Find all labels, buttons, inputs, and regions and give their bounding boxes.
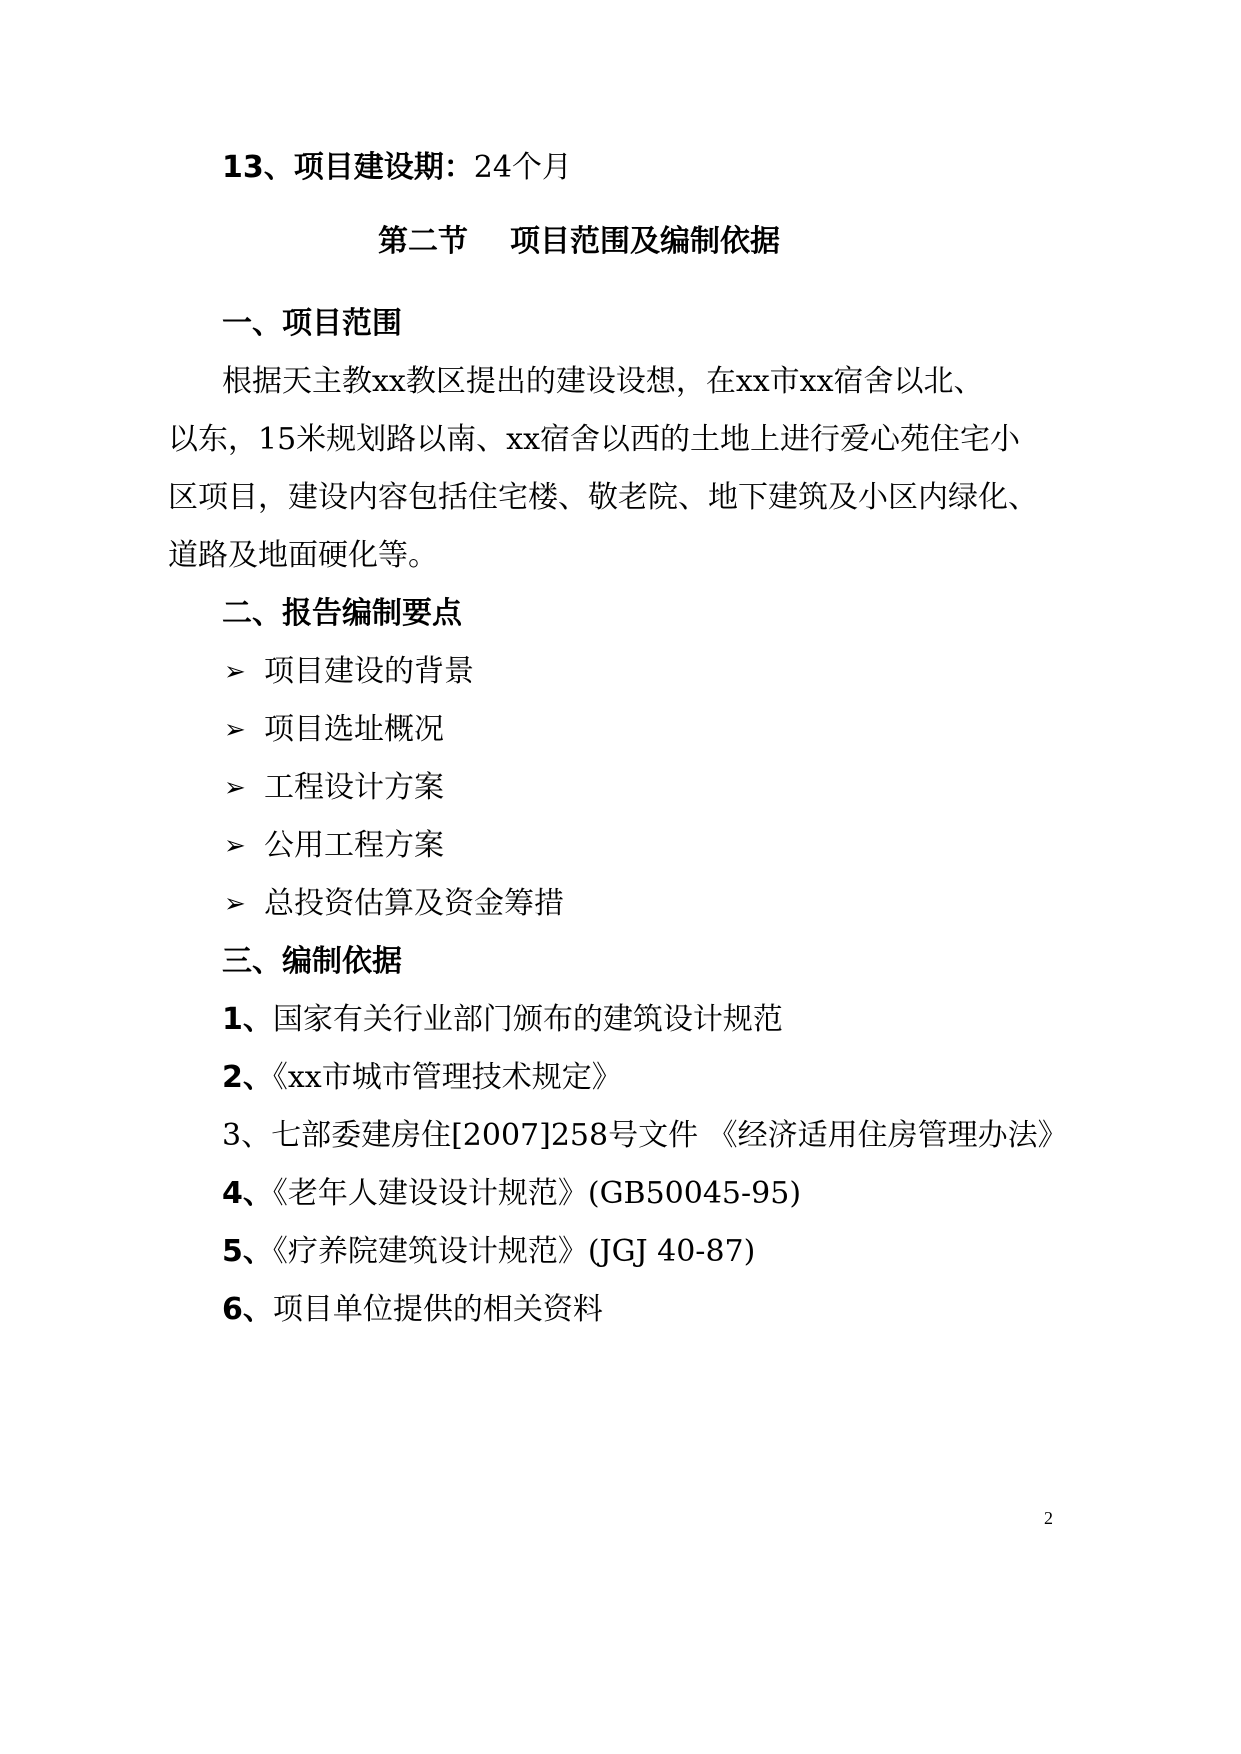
page-number: 2	[1044, 1508, 1053, 1528]
basis-item-text: 《疗养院建筑设计规范》(JGJ 40-87)	[272, 1234, 756, 1269]
construction-period-value: 24个月	[473, 150, 572, 185]
key-point-item: 总投资估算及资金筹措	[264, 886, 564, 921]
bullet-arrow-icon: ➢	[224, 715, 246, 745]
basis-item-number: 5、	[222, 1234, 273, 1269]
construction-period-label: 13、项目建设期：	[222, 150, 474, 185]
bullet-arrow-icon: ➢	[224, 657, 246, 687]
scope-paragraph-line-4: 道路及地面硬化等。	[168, 538, 438, 573]
basis-item-text: 《xx市城市管理技术规定》	[272, 1060, 622, 1095]
basis-item-number: 3、	[222, 1118, 272, 1153]
scope-heading: 一、项目范围	[222, 306, 402, 341]
basis-item-number: 6、	[222, 1292, 273, 1327]
bullet-arrow-icon: ➢	[224, 889, 246, 919]
basis-item	[222, 1174, 801, 1214]
key-point-item: 公用工程方案	[264, 828, 444, 863]
scope-paragraph-line-2: 以东，15米规划路以南、xx宿舍以西的土地上进行爱心苑住宅小	[168, 422, 1021, 457]
bullet-arrow-icon: ➢	[224, 831, 246, 861]
section-title	[378, 222, 780, 262]
basis-item	[222, 1232, 755, 1272]
basis-heading: 三、编制依据	[222, 944, 402, 979]
key-points-heading: 二、报告编制要点	[222, 596, 462, 631]
basis-item	[222, 1058, 622, 1098]
scope-paragraph-line-3: 区项目，建设内容包括住宅楼、敬老院、地下建筑及小区内绿化、	[168, 480, 1038, 515]
basis-item	[222, 1116, 1068, 1156]
scope-paragraph-line-1: 根据天主教xx教区提出的建设设想，在xx市xx宿舍以北、	[222, 364, 984, 399]
construction-period-line	[222, 148, 572, 188]
basis-item	[222, 1290, 603, 1330]
basis-item-text: 七部委建房住[2007]258号文件 《经济适用住房管理办法》	[271, 1118, 1068, 1153]
basis-item-text: 国家有关行业部门颁布的建筑设计规范	[272, 1002, 783, 1037]
key-point-item: 项目选址概况	[264, 712, 444, 747]
basis-item-number: 4、	[222, 1176, 273, 1211]
basis-item	[222, 1000, 783, 1040]
key-point-item: 项目建设的背景	[264, 654, 474, 689]
basis-item-number: 1、	[222, 1002, 273, 1037]
basis-item-text: 项目单位提供的相关资料	[272, 1292, 603, 1327]
key-point-item: 工程设计方案	[264, 770, 444, 805]
section-title-text: 项目范围及编制依据	[510, 224, 780, 259]
bullet-arrow-icon: ➢	[224, 773, 246, 803]
basis-item-text: 《老年人建设设计规范》(GB50045-95)	[272, 1176, 802, 1211]
section-number: 第二节	[378, 224, 468, 259]
basis-item-number: 2、	[222, 1060, 273, 1095]
